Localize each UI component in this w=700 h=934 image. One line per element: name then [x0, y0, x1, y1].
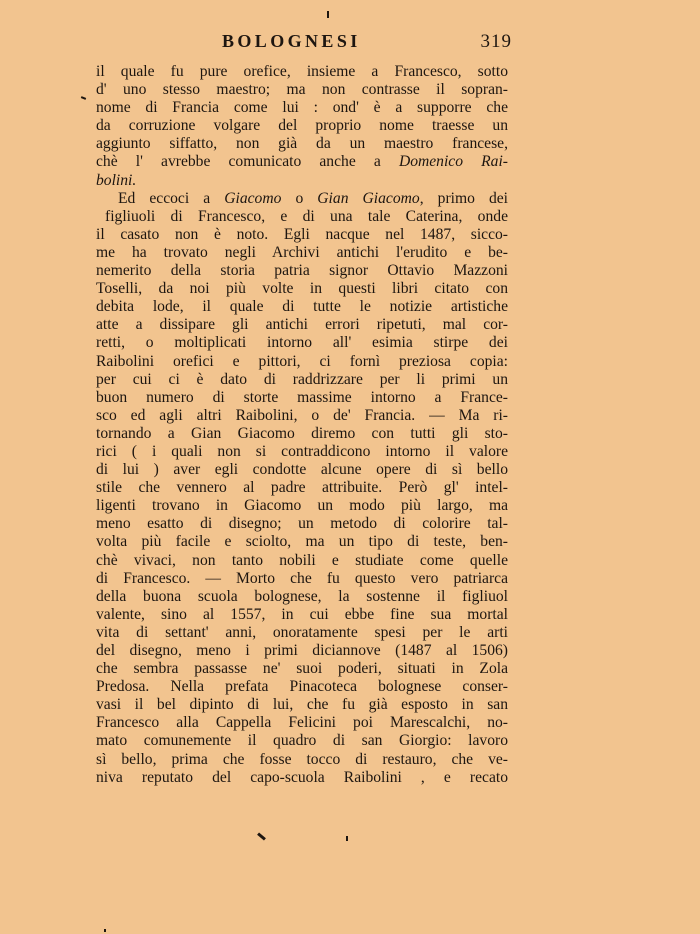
- text-line: mato comunemente il quadro di san Giorgio: lavoro: [96, 732, 508, 750]
- paragraph-start-line: [96, 190, 508, 208]
- text-line: il quale fu pure orefice, insieme a Francesco, sotto: [96, 63, 508, 80]
- text-line: che sembra passasse ne' suoi poderi, situati in Zola: [96, 660, 508, 678]
- italic-name: Domenico Rai-: [398, 153, 508, 171]
- italic-name-end: bolini.: [96, 171, 137, 189]
- text-line-with-name: [96, 153, 508, 171]
- ink-speck-bottom: [257, 832, 266, 840]
- ink-speck-bottom-small: [346, 836, 348, 841]
- ink-speck-margin: [81, 96, 86, 100]
- text-line: atte a dissipare gli antichi errori ripetuti, mal cor-: [96, 316, 508, 334]
- running-head: BOLOGNESI: [222, 31, 361, 51]
- text-line: stile che vennero al padre attribuite. Però gl' intel-: [96, 479, 508, 497]
- text-line: buon numero di storte massime intorno a France-: [96, 388, 508, 406]
- text-line: ligenti trovano in Giacomo un modo più largo, ma: [96, 497, 508, 515]
- text-line: aggiunto siffatto, non già da un maestro francese,: [96, 135, 508, 153]
- text-line: per cui ci è dato di raddrizzare per li primi un: [96, 370, 508, 388]
- text-line: niva reputato del capo-scuola Raibolini , e recato: [96, 768, 508, 786]
- text-line: nemerito della storia patria signor Ottavio Mazzoni: [96, 262, 508, 280]
- text-line: chè vivaci, non tanto nobili e studiate come quelle: [96, 551, 508, 569]
- text-segment: Ed eccoci a: [118, 189, 211, 207]
- text-line: me ha trovato negli Archivi antichi l'erudito e be-: [96, 243, 508, 261]
- text-line: volta più facile e sciolto, ma un tipo di teste, ben-: [96, 533, 508, 551]
- italic-name: Gian Giacomo: [317, 189, 420, 207]
- text-line: il casato non è noto. Egli nacque nel 1487, sicco-: [96, 225, 508, 243]
- text-line: del disegno, meno i primi diciannove (1487 al 1506): [96, 642, 508, 659]
- text-line: figliuoli di Francesco, e di una tale Caterina, onde: [105, 207, 508, 225]
- text-line: nome di Francia come lui : ond' è a supporre che: [96, 99, 508, 117]
- text-segment: , primo dei: [419, 189, 508, 207]
- text-line: debita lode, il quale di tutte le notizie artistiche: [96, 298, 508, 316]
- italic-name: Giacomo: [224, 189, 282, 207]
- page-number: 319: [480, 31, 512, 52]
- text-line: tornando a Gian Giacomo diremo con tutti gli sto-: [96, 424, 508, 442]
- text-line: di Francesco. — Morto che fu questo vero patriarca: [96, 569, 508, 587]
- text-line: Predosa. Nella prefata Pinacoteca bolognese conser-: [96, 678, 508, 696]
- body-text: [96, 63, 508, 787]
- text-line: valente, sino al 1557, in cui ebbe fine sua mortal: [96, 605, 508, 623]
- text-line: della buona scuola bolognese, la sostenne il figliuol: [96, 587, 508, 605]
- text-line: [96, 172, 508, 190]
- text-line: da corruzione volgare del proprio nome traesse un: [96, 117, 508, 135]
- text-segment: o: [281, 189, 318, 207]
- ink-speck-top: [327, 11, 329, 18]
- text-line: Raibolini orefici e pittori, ci fornì preziosa copia:: [96, 352, 508, 370]
- text-line: rici ( i quali non si contraddicono intorno il valore: [96, 442, 508, 460]
- text-line: Toselli, da noi più volte in questi libri citato con: [96, 280, 508, 298]
- page-header: [96, 31, 516, 55]
- text-line: d' uno stesso maestro; ma non contrasse il sopran-: [96, 81, 508, 99]
- ink-speck-corner: [104, 929, 106, 932]
- text-line: retti, o moltiplicati intorno all' esimia stirpe dei: [96, 334, 508, 352]
- text-line: Francesco alla Cappella Felicini poi Marescalchi, no-: [96, 714, 508, 732]
- text-line: meno esatto di disegno; un metodo di colorire tal-: [96, 515, 508, 533]
- text-segment: chè l' avrebbe comunicato anche a: [96, 153, 381, 171]
- text-line: sco ed agli altri Raibolini, o de' Francia. — Ma ri-: [96, 406, 508, 424]
- text-line: vita di settant' anni, onoratamente spesi per le arti: [96, 623, 508, 641]
- text-line: vasi il bel dipinto di lui, che fu già esposto in san: [96, 696, 508, 714]
- text-line: di lui ) aver egli condotte alcune opere di sì bello: [96, 461, 508, 479]
- text-line: sì bello, prima che fosse tocco di restauro, che ve-: [96, 750, 508, 768]
